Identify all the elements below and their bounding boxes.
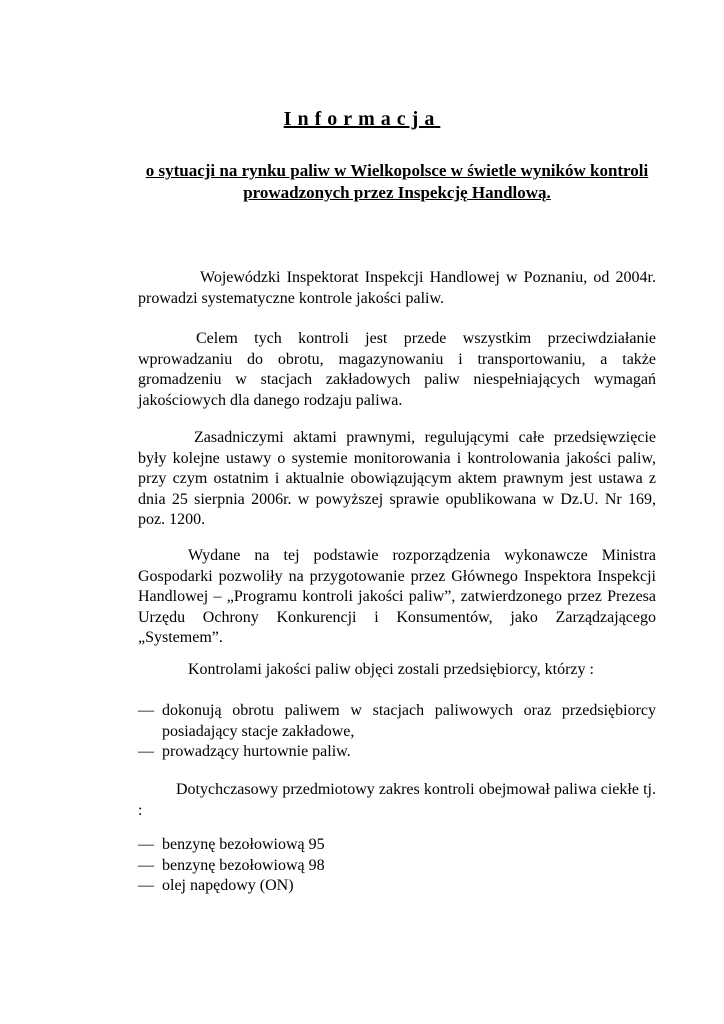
paragraph-entities-intro: Kontrolami jakości paliw objęci zostali przedsiębiorcy, którzy : bbox=[188, 661, 594, 678]
paragraph-intro: Wojewódzki Inspektorat Inspekcji Handlowej w Poznaniu, od 2004r. prowadzi systematyczne kontrole jakości paliw. bbox=[138, 269, 656, 307]
dash-marker: — bbox=[138, 702, 154, 719]
list-item bbox=[138, 701, 656, 742]
dash-marker: — bbox=[138, 877, 154, 894]
list-item-text: prowadzący hurtownie paliw. bbox=[162, 743, 351, 760]
paragraph-purpose: Celem tych kontroli jest przede wszystkim przeciwdziałanie wprowadzaniu do obrotu, magazynowaniu i transportowaniu, a także gromadzeniu w stacjach zakładowych paliw niespełniających wymagań jakościowych dla danego rodzaju paliwa. bbox=[138, 330, 656, 409]
list-item bbox=[138, 856, 656, 877]
dash-marker: — bbox=[138, 743, 154, 760]
entities-list bbox=[138, 701, 656, 763]
paragraph-scope: Dotychczasowy przedmiotowy zakres kontroli obejmował paliwa ciekłe tj. : bbox=[138, 781, 656, 819]
list-item bbox=[138, 835, 656, 856]
list-item-text: benzynę bezołowiową 95 bbox=[162, 836, 325, 853]
list-item bbox=[138, 742, 656, 763]
list-item-text: dokonują obrotu paliwem w stacjach paliwowych oraz przedsiębiorcy posiadający stacje zakładowe, bbox=[162, 702, 656, 740]
list-item-text: olej napędowy (ON) bbox=[162, 877, 294, 894]
document-title: Informacja bbox=[283, 108, 441, 130]
dash-marker: — bbox=[138, 836, 154, 853]
paragraph-legal-basis: Zasadniczymi aktami prawnymi, regulującymi całe przedsięwzięcie były kolejne ustawy o systemie monitorowania i kontrolowania jakości paliw, przy czym ostatnim i aktualnie obowiązującym aktem prawnym jest ustawa z dnia 25 sierpnia 2006r. w powyższej sprawie opublikowana w Dz.U. Nr 169, poz. 1200. bbox=[138, 429, 656, 528]
list-item-text: benzynę bezołowiową 98 bbox=[162, 856, 325, 874]
fuels-list bbox=[138, 835, 656, 897]
dash-marker: — bbox=[138, 856, 154, 874]
paragraph-regulations: Wydane na tej podstawie rozporządzenia wykonawcze Ministra Gospodarki pozwoliły na przygotowanie przez Głównego Inspektora Inspekcji Handlowej – „Programu kontroli jakości paliw”, zatwierdzonego przez Prezesa Urzędu Ochrony Konkurencji i Konsumentów, jako Zarządzającego „Systemem”. bbox=[138, 547, 656, 646]
list-item bbox=[138, 876, 656, 897]
document-subtitle: o sytuacji na rynku paliw w Wielkopolsce w świetle wyników kontroli prowadzonych przez Inspekcję Handlową. bbox=[145, 161, 649, 202]
